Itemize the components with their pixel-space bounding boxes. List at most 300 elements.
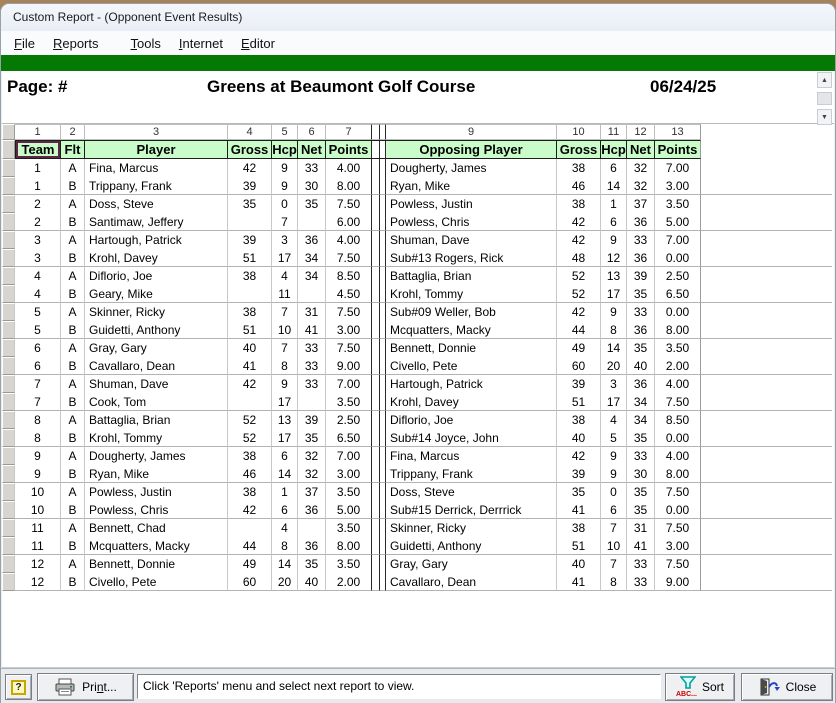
- cell-opp-hcp[interactable]: 17: [601, 393, 627, 411]
- cell-opposing-player[interactable]: Diflorio, Joe: [386, 411, 557, 429]
- row-selector[interactable]: [2, 573, 15, 591]
- cell-opp-net[interactable]: 30: [627, 465, 655, 483]
- cell-hcp[interactable]: 11: [272, 285, 298, 303]
- cell-opp-hcp[interactable]: 13: [601, 267, 627, 285]
- cell-hcp[interactable]: 9: [272, 375, 298, 393]
- scrollbar-thumb[interactable]: [817, 92, 832, 105]
- cell-flt[interactable]: B: [61, 393, 85, 411]
- cell-opp-gross[interactable]: 38: [557, 195, 601, 213]
- cell-hcp[interactable]: 17: [272, 249, 298, 267]
- table-row[interactable]: [2, 483, 832, 501]
- cell-opp-gross[interactable]: 42: [557, 231, 601, 249]
- row-selector[interactable]: [2, 249, 15, 267]
- table-row[interactable]: [2, 393, 832, 411]
- cell-flt[interactable]: B: [61, 249, 85, 267]
- cell-points[interactable]: 3.00: [326, 465, 372, 483]
- cell-team[interactable]: 6: [15, 357, 61, 375]
- cell-flt[interactable]: A: [61, 267, 85, 285]
- cell-opp-gross[interactable]: 46: [557, 177, 601, 195]
- cell-opposing-player[interactable]: Powless, Chris: [386, 213, 557, 231]
- cell-opp-hcp[interactable]: 20: [601, 357, 627, 375]
- cell-points[interactable]: 9.00: [326, 357, 372, 375]
- cell-opp-gross[interactable]: 42: [557, 447, 601, 465]
- table-row[interactable]: [2, 339, 832, 357]
- cell-hcp[interactable]: 8: [272, 537, 298, 555]
- cell-gross[interactable]: 38: [228, 267, 272, 285]
- row-selector[interactable]: [2, 303, 15, 321]
- cell-hcp[interactable]: 7: [272, 339, 298, 357]
- cell-opp-net[interactable]: 35: [627, 501, 655, 519]
- cell-hcp[interactable]: 6: [272, 501, 298, 519]
- cell-opp-hcp[interactable]: 14: [601, 339, 627, 357]
- cell-hcp[interactable]: 7: [272, 213, 298, 231]
- cell-hcp[interactable]: 10: [272, 321, 298, 339]
- cell-opposing-player[interactable]: Sub#13 Rogers, Rick: [386, 249, 557, 267]
- col-number[interactable]: 1: [15, 124, 61, 140]
- table-row[interactable]: [2, 177, 832, 195]
- cell-player[interactable]: Trippany, Frank: [85, 177, 228, 195]
- cell-flt[interactable]: B: [61, 429, 85, 447]
- cell-opp-points[interactable]: 9.00: [655, 573, 701, 591]
- row-selector[interactable]: [2, 519, 15, 537]
- row-selector[interactable]: [2, 285, 15, 303]
- cell-opp-points[interactable]: 7.00: [655, 159, 701, 177]
- cell-team[interactable]: 8: [15, 411, 61, 429]
- cell-player[interactable]: Shuman, Dave: [85, 375, 228, 393]
- cell-opp-gross[interactable]: 60: [557, 357, 601, 375]
- cell-hcp[interactable]: 4: [272, 267, 298, 285]
- cell-points[interactable]: 4.50: [326, 285, 372, 303]
- cell-opp-gross[interactable]: 52: [557, 285, 601, 303]
- cell-opp-net[interactable]: 37: [627, 195, 655, 213]
- cell-player[interactable]: Civello, Pete: [85, 573, 228, 591]
- cell-gross[interactable]: 39: [228, 231, 272, 249]
- cell-gross[interactable]: [228, 519, 272, 537]
- header-opposing-player[interactable]: Opposing Player: [386, 140, 557, 159]
- cell-player[interactable]: Cook, Tom: [85, 393, 228, 411]
- table-row[interactable]: [2, 573, 832, 591]
- cell-flt[interactable]: B: [61, 357, 85, 375]
- cell-opp-net[interactable]: 34: [627, 393, 655, 411]
- table-row[interactable]: [2, 555, 832, 573]
- table-row[interactable]: [2, 267, 832, 285]
- cell-opp-points[interactable]: 0.00: [655, 429, 701, 447]
- cell-opposing-player[interactable]: Guidetti, Anthony: [386, 537, 557, 555]
- cell-opp-points[interactable]: 7.00: [655, 231, 701, 249]
- cell-team[interactable]: 9: [15, 465, 61, 483]
- cell-flt[interactable]: A: [61, 375, 85, 393]
- cell-opp-points[interactable]: 3.00: [655, 537, 701, 555]
- scroll-up-icon[interactable]: ▲: [817, 72, 832, 88]
- cell-player[interactable]: Guidetti, Anthony: [85, 321, 228, 339]
- cell-opp-gross[interactable]: 40: [557, 555, 601, 573]
- header-opp-net[interactable]: Net: [627, 140, 655, 159]
- scroll-down-icon[interactable]: ▼: [817, 109, 832, 125]
- cell-flt[interactable]: B: [61, 177, 85, 195]
- cell-player[interactable]: Krohl, Davey: [85, 249, 228, 267]
- cell-opp-points[interactable]: 3.50: [655, 195, 701, 213]
- cell-net[interactable]: 35: [298, 429, 326, 447]
- cell-gross[interactable]: [228, 393, 272, 411]
- cell-team[interactable]: 11: [15, 519, 61, 537]
- cell-team[interactable]: 2: [15, 213, 61, 231]
- cell-opp-net[interactable]: 40: [627, 357, 655, 375]
- cell-opp-gross[interactable]: 42: [557, 303, 601, 321]
- cell-points[interactable]: 6.50: [326, 429, 372, 447]
- cell-team[interactable]: 5: [15, 321, 61, 339]
- close-button[interactable]: [741, 673, 833, 701]
- cell-flt[interactable]: B: [61, 321, 85, 339]
- cell-net[interactable]: 32: [298, 447, 326, 465]
- cell-gross[interactable]: 51: [228, 321, 272, 339]
- cell-gross[interactable]: 39: [228, 177, 272, 195]
- row-selector[interactable]: [2, 195, 15, 213]
- cell-opp-points[interactable]: 8.50: [655, 411, 701, 429]
- cell-net[interactable]: 33: [298, 375, 326, 393]
- cell-opp-points[interactable]: 7.50: [655, 393, 701, 411]
- header-net[interactable]: Net: [298, 140, 326, 159]
- cell-gross[interactable]: 49: [228, 555, 272, 573]
- row-selector[interactable]: [2, 375, 15, 393]
- cell-points[interactable]: 7.50: [326, 195, 372, 213]
- cell-gross[interactable]: 42: [228, 159, 272, 177]
- cell-opp-net[interactable]: 35: [627, 339, 655, 357]
- table-row[interactable]: [2, 285, 832, 303]
- cell-hcp[interactable]: 1: [272, 483, 298, 501]
- table-row[interactable]: [2, 249, 832, 267]
- cell-team[interactable]: 8: [15, 429, 61, 447]
- header-points[interactable]: Points: [326, 140, 372, 159]
- cell-opp-hcp[interactable]: 8: [601, 321, 627, 339]
- cell-opposing-player[interactable]: Cavallaro, Dean: [386, 573, 557, 591]
- cell-team[interactable]: 10: [15, 483, 61, 501]
- cell-net[interactable]: [298, 285, 326, 303]
- cell-net[interactable]: 36: [298, 537, 326, 555]
- row-selector[interactable]: [2, 537, 15, 555]
- cell-hcp[interactable]: 14: [272, 465, 298, 483]
- cell-points[interactable]: 7.50: [326, 249, 372, 267]
- cell-opposing-player[interactable]: Hartough, Patrick: [386, 375, 557, 393]
- cell-net[interactable]: 35: [298, 195, 326, 213]
- col-number[interactable]: 11: [601, 124, 627, 140]
- sort-button[interactable]: [665, 673, 735, 701]
- cell-gross[interactable]: 60: [228, 573, 272, 591]
- cell-opp-hcp[interactable]: 9: [601, 465, 627, 483]
- cell-flt[interactable]: A: [61, 303, 85, 321]
- cell-opp-points[interactable]: 8.00: [655, 321, 701, 339]
- corner-box[interactable]: [2, 124, 15, 140]
- row-selector[interactable]: [2, 321, 15, 339]
- cell-opp-net[interactable]: 35: [627, 285, 655, 303]
- cell-opp-points[interactable]: 7.50: [655, 555, 701, 573]
- row-selector[interactable]: [2, 213, 15, 231]
- cell-gross[interactable]: 52: [228, 429, 272, 447]
- cell-team[interactable]: 4: [15, 267, 61, 285]
- cell-opp-points[interactable]: 4.00: [655, 375, 701, 393]
- cell-player[interactable]: Mcquatters, Macky: [85, 537, 228, 555]
- cell-points[interactable]: 2.00: [326, 573, 372, 591]
- cell-opp-hcp[interactable]: 6: [601, 501, 627, 519]
- cell-gross[interactable]: 42: [228, 375, 272, 393]
- cell-opposing-player[interactable]: Powless, Justin: [386, 195, 557, 213]
- cell-opp-points[interactable]: 3.50: [655, 339, 701, 357]
- cell-opp-points[interactable]: 0.00: [655, 249, 701, 267]
- row-selector[interactable]: [2, 483, 15, 501]
- cell-opp-net[interactable]: 36: [627, 375, 655, 393]
- cell-team[interactable]: 1: [15, 177, 61, 195]
- cell-opp-gross[interactable]: 44: [557, 321, 601, 339]
- row-selector[interactable]: [2, 465, 15, 483]
- cell-points[interactable]: 3.50: [326, 393, 372, 411]
- row-selector[interactable]: [2, 447, 15, 465]
- cell-team[interactable]: 2: [15, 195, 61, 213]
- cell-flt[interactable]: A: [61, 519, 85, 537]
- cell-player[interactable]: Cavallaro, Dean: [85, 357, 228, 375]
- cell-hcp[interactable]: 0: [272, 195, 298, 213]
- cell-opposing-player[interactable]: Bennett, Donnie: [386, 339, 557, 357]
- cell-points[interactable]: 7.50: [326, 303, 372, 321]
- cell-net[interactable]: 30: [298, 177, 326, 195]
- cell-net[interactable]: 36: [298, 501, 326, 519]
- cell-opp-gross[interactable]: 39: [557, 375, 601, 393]
- row-selector[interactable]: [2, 267, 15, 285]
- cell-player[interactable]: Gray, Gary: [85, 339, 228, 357]
- cell-opposing-player[interactable]: Dougherty, James: [386, 159, 557, 177]
- cell-net[interactable]: 34: [298, 249, 326, 267]
- cell-team[interactable]: 6: [15, 339, 61, 357]
- cell-opp-net[interactable]: 34: [627, 411, 655, 429]
- cell-opp-gross[interactable]: 51: [557, 537, 601, 555]
- cell-opp-gross[interactable]: 41: [557, 573, 601, 591]
- cell-opp-net[interactable]: 39: [627, 267, 655, 285]
- cell-points[interactable]: 4.00: [326, 231, 372, 249]
- cell-player[interactable]: Hartough, Patrick: [85, 231, 228, 249]
- cell-opposing-player[interactable]: Sub#15 Derrick, Derrrick: [386, 501, 557, 519]
- menu-tools[interactable]: Tools: [130, 35, 161, 51]
- cell-opp-hcp[interactable]: 6: [601, 159, 627, 177]
- cell-opposing-player[interactable]: Krohl, Tommy: [386, 285, 557, 303]
- help-button[interactable]: [5, 674, 32, 700]
- cell-points[interactable]: 4.00: [326, 159, 372, 177]
- cell-opp-net[interactable]: 33: [627, 555, 655, 573]
- cell-gross[interactable]: 44: [228, 537, 272, 555]
- cell-team[interactable]: 3: [15, 231, 61, 249]
- cell-opposing-player[interactable]: Ryan, Mike: [386, 177, 557, 195]
- cell-opp-hcp[interactable]: 17: [601, 285, 627, 303]
- table-row[interactable]: [2, 231, 832, 249]
- cell-hcp[interactable]: 7: [272, 303, 298, 321]
- cell-opp-gross[interactable]: 35: [557, 483, 601, 501]
- cell-player[interactable]: Bennett, Chad: [85, 519, 228, 537]
- cell-points[interactable]: 3.50: [326, 555, 372, 573]
- header-opp-gross[interactable]: Gross: [557, 140, 601, 159]
- header-flt[interactable]: Flt: [61, 140, 85, 159]
- table-row[interactable]: [2, 159, 832, 177]
- cell-opp-net[interactable]: 32: [627, 177, 655, 195]
- cell-points[interactable]: 3.50: [326, 519, 372, 537]
- col-number[interactable]: 9: [386, 124, 557, 140]
- cell-hcp[interactable]: 3: [272, 231, 298, 249]
- cell-hcp[interactable]: 14: [272, 555, 298, 573]
- cell-gross[interactable]: [228, 213, 272, 231]
- cell-hcp[interactable]: 6: [272, 447, 298, 465]
- row-selector[interactable]: [2, 393, 15, 411]
- cell-gross[interactable]: [228, 285, 272, 303]
- cell-team[interactable]: 5: [15, 303, 61, 321]
- cell-player[interactable]: Powless, Chris: [85, 501, 228, 519]
- cell-flt[interactable]: A: [61, 555, 85, 573]
- header-opp-hcp[interactable]: Hcp: [601, 142, 626, 157]
- table-row[interactable]: [2, 537, 832, 555]
- cell-hcp[interactable]: 17: [272, 393, 298, 411]
- cell-team[interactable]: 3: [15, 249, 61, 267]
- cell-net[interactable]: 37: [298, 483, 326, 501]
- cell-opp-hcp[interactable]: 0: [601, 483, 627, 501]
- cell-opp-hcp[interactable]: 14: [601, 177, 627, 195]
- row-selector[interactable]: [2, 429, 15, 447]
- menu-editor[interactable]: Editor: [240, 35, 275, 51]
- table-row[interactable]: [2, 195, 832, 213]
- cell-flt[interactable]: B: [61, 213, 85, 231]
- cell-opp-gross[interactable]: 39: [557, 465, 601, 483]
- cell-gross[interactable]: 41: [228, 357, 272, 375]
- row-selector[interactable]: [2, 140, 15, 159]
- cell-points[interactable]: 7.00: [326, 375, 372, 393]
- row-selector[interactable]: [2, 357, 15, 375]
- cell-points[interactable]: 6.00: [326, 213, 372, 231]
- row-selector[interactable]: [2, 501, 15, 519]
- cell-opp-net[interactable]: 33: [627, 573, 655, 591]
- cell-opposing-player[interactable]: Shuman, Dave: [386, 231, 557, 249]
- cell-opposing-player[interactable]: Sub#09 Weller, Bob: [386, 303, 557, 321]
- cell-opp-gross[interactable]: 41: [557, 501, 601, 519]
- cell-opposing-player[interactable]: Battaglia, Brian: [386, 267, 557, 285]
- cell-opp-gross[interactable]: 38: [557, 159, 601, 177]
- cell-net[interactable]: 40: [298, 573, 326, 591]
- cell-hcp[interactable]: 8: [272, 357, 298, 375]
- header-opp-points[interactable]: Points: [655, 140, 701, 159]
- cell-opp-hcp[interactable]: 9: [601, 231, 627, 249]
- cell-opposing-player[interactable]: Mcquatters, Macky: [386, 321, 557, 339]
- header-team[interactable]: Team: [15, 140, 61, 159]
- cell-flt[interactable]: A: [61, 411, 85, 429]
- cell-opp-net[interactable]: 36: [627, 213, 655, 231]
- cell-gross[interactable]: 38: [228, 447, 272, 465]
- table-row[interactable]: [2, 429, 832, 447]
- title-bar[interactable]: [1, 4, 835, 31]
- menu-reports[interactable]: Reports: [52, 35, 99, 51]
- cell-net[interactable]: 33: [298, 159, 326, 177]
- cell-net[interactable]: 41: [298, 321, 326, 339]
- col-number[interactable]: 7: [326, 124, 372, 140]
- cell-opp-hcp[interactable]: 4: [601, 411, 627, 429]
- cell-net[interactable]: 33: [298, 357, 326, 375]
- cell-opp-gross[interactable]: 52: [557, 267, 601, 285]
- cell-team[interactable]: 12: [15, 555, 61, 573]
- cell-opp-hcp[interactable]: 7: [601, 555, 627, 573]
- cell-net[interactable]: [298, 213, 326, 231]
- table-row[interactable]: [2, 501, 832, 519]
- cell-team[interactable]: 7: [15, 375, 61, 393]
- cell-opp-net[interactable]: 36: [627, 321, 655, 339]
- cell-net[interactable]: 35: [298, 555, 326, 573]
- cell-player[interactable]: Bennett, Donnie: [85, 555, 228, 573]
- table-row[interactable]: [2, 321, 832, 339]
- cell-opp-points[interactable]: 4.00: [655, 447, 701, 465]
- cell-opposing-player[interactable]: Trippany, Frank: [386, 465, 557, 483]
- cell-opp-points[interactable]: 5.00: [655, 213, 701, 231]
- cell-player[interactable]: Battaglia, Brian: [85, 411, 228, 429]
- cell-hcp[interactable]: 4: [272, 519, 298, 537]
- cell-points[interactable]: 3.00: [326, 321, 372, 339]
- cell-points[interactable]: 2.50: [326, 411, 372, 429]
- cell-opp-net[interactable]: 36: [627, 249, 655, 267]
- cell-opp-points[interactable]: 0.00: [655, 501, 701, 519]
- cell-points[interactable]: 8.00: [326, 177, 372, 195]
- cell-opp-net[interactable]: 33: [627, 303, 655, 321]
- cell-opp-gross[interactable]: 51: [557, 393, 601, 411]
- col-number[interactable]: 13: [655, 124, 701, 140]
- cell-opp-gross[interactable]: 38: [557, 411, 601, 429]
- table-row[interactable]: [2, 447, 832, 465]
- cell-player[interactable]: Skinner, Ricky: [85, 303, 228, 321]
- cell-gross[interactable]: 46: [228, 465, 272, 483]
- cell-opp-hcp[interactable]: 9: [601, 303, 627, 321]
- cell-flt[interactable]: B: [61, 285, 85, 303]
- cell-opp-points[interactable]: 2.50: [655, 267, 701, 285]
- cell-points[interactable]: 5.00: [326, 501, 372, 519]
- cell-opp-hcp[interactable]: 8: [601, 573, 627, 591]
- cell-flt[interactable]: B: [61, 537, 85, 555]
- cell-team[interactable]: 10: [15, 501, 61, 519]
- cell-gross[interactable]: 38: [228, 303, 272, 321]
- table-row[interactable]: [2, 465, 832, 483]
- cell-opp-hcp[interactable]: 7: [601, 519, 627, 537]
- cell-net[interactable]: 36: [298, 231, 326, 249]
- cell-flt[interactable]: A: [61, 195, 85, 213]
- menu-file[interactable]: File: [14, 35, 35, 51]
- cell-gross[interactable]: 40: [228, 339, 272, 357]
- table-row[interactable]: [2, 303, 832, 321]
- cell-team[interactable]: 1: [15, 159, 61, 177]
- row-selector[interactable]: [2, 159, 15, 177]
- cell-points[interactable]: 8.00: [326, 537, 372, 555]
- cell-gross[interactable]: 35: [228, 195, 272, 213]
- col-number[interactable]: 12: [627, 124, 655, 140]
- cell-opp-hcp[interactable]: 6: [601, 213, 627, 231]
- cell-flt[interactable]: B: [61, 465, 85, 483]
- cell-team[interactable]: 11: [15, 537, 61, 555]
- cell-opp-net[interactable]: 41: [627, 537, 655, 555]
- row-selector[interactable]: [2, 177, 15, 195]
- cell-opp-hcp[interactable]: 12: [601, 249, 627, 267]
- cell-flt[interactable]: A: [61, 339, 85, 357]
- cell-team[interactable]: 7: [15, 393, 61, 411]
- cell-opp-points[interactable]: 6.50: [655, 285, 701, 303]
- cell-flt[interactable]: A: [61, 231, 85, 249]
- cell-opp-net[interactable]: 32: [627, 159, 655, 177]
- cell-gross[interactable]: 38: [228, 483, 272, 501]
- cell-points[interactable]: 7.50: [326, 339, 372, 357]
- print-button[interactable]: [37, 673, 134, 701]
- cell-opp-net[interactable]: 35: [627, 429, 655, 447]
- menu-internet[interactable]: Internet: [178, 35, 223, 51]
- cell-opp-gross[interactable]: 49: [557, 339, 601, 357]
- table-row[interactable]: [2, 375, 832, 393]
- cell-flt[interactable]: B: [61, 501, 85, 519]
- header-gross[interactable]: Gross: [228, 140, 272, 159]
- cell-opp-gross[interactable]: 40: [557, 429, 601, 447]
